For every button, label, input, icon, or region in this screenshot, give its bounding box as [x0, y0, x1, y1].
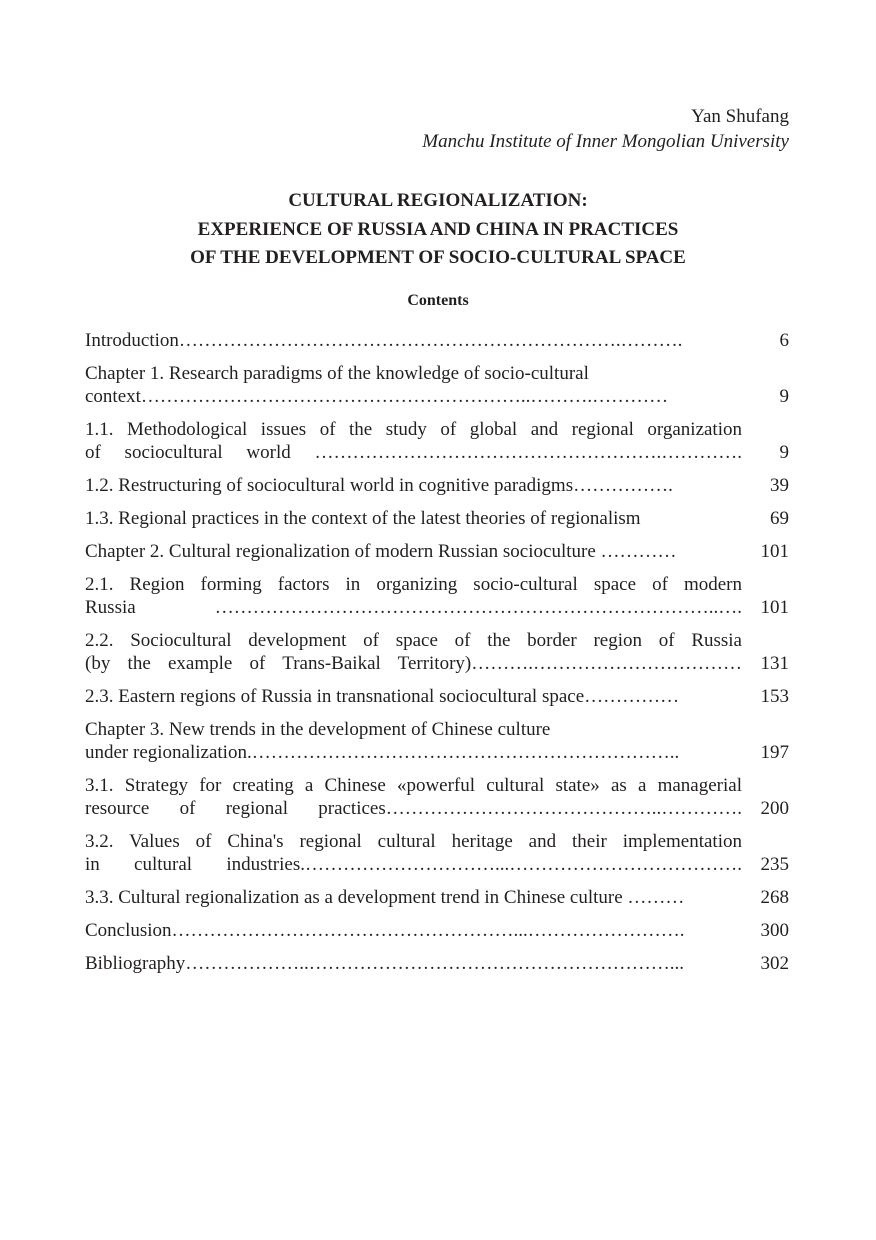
toc-entry-text: 3.3. Cultural regionalization as a development trend in Chinese culture ………	[85, 887, 685, 908]
toc-page-number: 9	[779, 442, 789, 463]
toc-entry-text: 3.1. Strategy for creating a Chinese «powerful cultural state» as a managerial	[85, 775, 742, 796]
toc-entry-3-2	[85, 830, 789, 876]
toc-entry-1-3	[85, 507, 789, 530]
toc-entry-3-1	[85, 774, 789, 820]
toc-page-number: 101	[760, 541, 789, 562]
author-institution: Manchu Institute of Inner Mongolian University	[422, 131, 789, 152]
toc-page-number: 153	[760, 686, 789, 707]
toc-page-number: 200	[760, 798, 789, 819]
toc-entry-text-cont: of sociocultural world ……………………………………………….………….	[85, 442, 742, 463]
toc-page-number: 69	[770, 508, 789, 529]
toc-entry-chapter-2	[85, 540, 789, 563]
toc-entry-text: 1.3. Regional practices in the context of the latest theories of regionalism	[85, 508, 641, 529]
toc-entry-text: Chapter 1. Research paradigms of the knowledge of socio-cultural	[85, 363, 589, 384]
toc-entry-text: Introduction…………………………………………………………….……….	[85, 330, 683, 351]
toc-page-number: 131	[760, 653, 789, 674]
toc-page-number: 9	[779, 386, 789, 407]
toc-entry-text: Chapter 2. Cultural regionalization of modern Russian socioculture …………	[85, 541, 677, 562]
toc-entry-text: 2.1. Region forming factors in organizing socio-cultural space of modern	[85, 574, 742, 595]
toc-entry-text-cont: under regionalization.…………………………………………………………..	[85, 742, 680, 763]
toc-entry-text-cont: in cultural industries.…………………………...……………………………….	[85, 854, 742, 875]
toc-page-number: 39	[770, 475, 789, 496]
toc-entry-2-1	[85, 573, 789, 619]
toc-entry-text: Conclusion………………………………………………...…………………….	[85, 920, 685, 941]
toc-page-number: 101	[760, 597, 789, 618]
toc-page-number: 235	[760, 854, 789, 875]
toc-page-number: 268	[760, 887, 789, 908]
title-line-3: OF THE DEVELOPMENT OF SOCIO-CULTURAL SPACE	[190, 247, 686, 268]
toc-entry-2-2	[85, 629, 789, 675]
toc-page-number: 197	[760, 742, 789, 763]
toc-entry-text: Bibliography………………..…………………………………………………...	[85, 953, 685, 974]
toc-page-number: 302	[760, 953, 789, 974]
toc-entry-text: Chapter 3. New trends in the development of Chinese culture	[85, 719, 551, 740]
toc-entry-chapter-1	[85, 362, 789, 408]
toc-entry-chapter-3	[85, 718, 789, 764]
toc-entry-text: 2.2. Sociocultural development of space of the border region of Russia	[85, 630, 742, 651]
toc-entry-3-3	[85, 886, 789, 909]
title-line-2: EXPERIENCE OF RUSSIA AND CHINA IN PRACTICES	[197, 218, 679, 240]
contents-heading: Contents	[407, 292, 469, 309]
toc-entry-text-cont: context……………………………………………………..……….…………	[85, 386, 669, 407]
toc-entry-bibliography	[85, 952, 789, 975]
toc-entry-text: 2.3. Eastern regions of Russia in transnational sociocultural space……………	[85, 686, 680, 707]
author-name: Yan Shufang	[691, 106, 789, 127]
toc-entry-text-cont: (by the example of Trans-Baikal Territory)……….……………………………	[85, 653, 742, 674]
toc-entry-introduction	[85, 329, 789, 352]
table-of-contents	[85, 329, 789, 985]
author-block	[422, 104, 789, 154]
title-line-1: CULTURAL REGIONALIZATION:	[288, 190, 588, 211]
toc-entry-2-3	[85, 685, 789, 708]
toc-entry-1-2	[85, 474, 789, 497]
toc-entry-1-1	[85, 418, 789, 464]
toc-page-number: 6	[779, 330, 789, 351]
toc-entry-text: 1.2. Restructuring of sociocultural world in cognitive paradigms…………….	[85, 475, 673, 496]
toc-entry-conclusion	[85, 919, 789, 942]
toc-page-number: 300	[760, 920, 789, 941]
toc-entry-text-cont: Russia ……………………………………………………………………..….	[85, 597, 742, 618]
toc-entry-text: 3.2. Values of China's regional cultural heritage and their implementation	[85, 831, 742, 852]
document-title	[0, 187, 876, 273]
toc-entry-text: 1.1. Methodological issues of the study of global and regional organization	[85, 419, 742, 440]
toc-entry-text-cont: resource of regional practices……………………………………..………….	[85, 798, 742, 819]
